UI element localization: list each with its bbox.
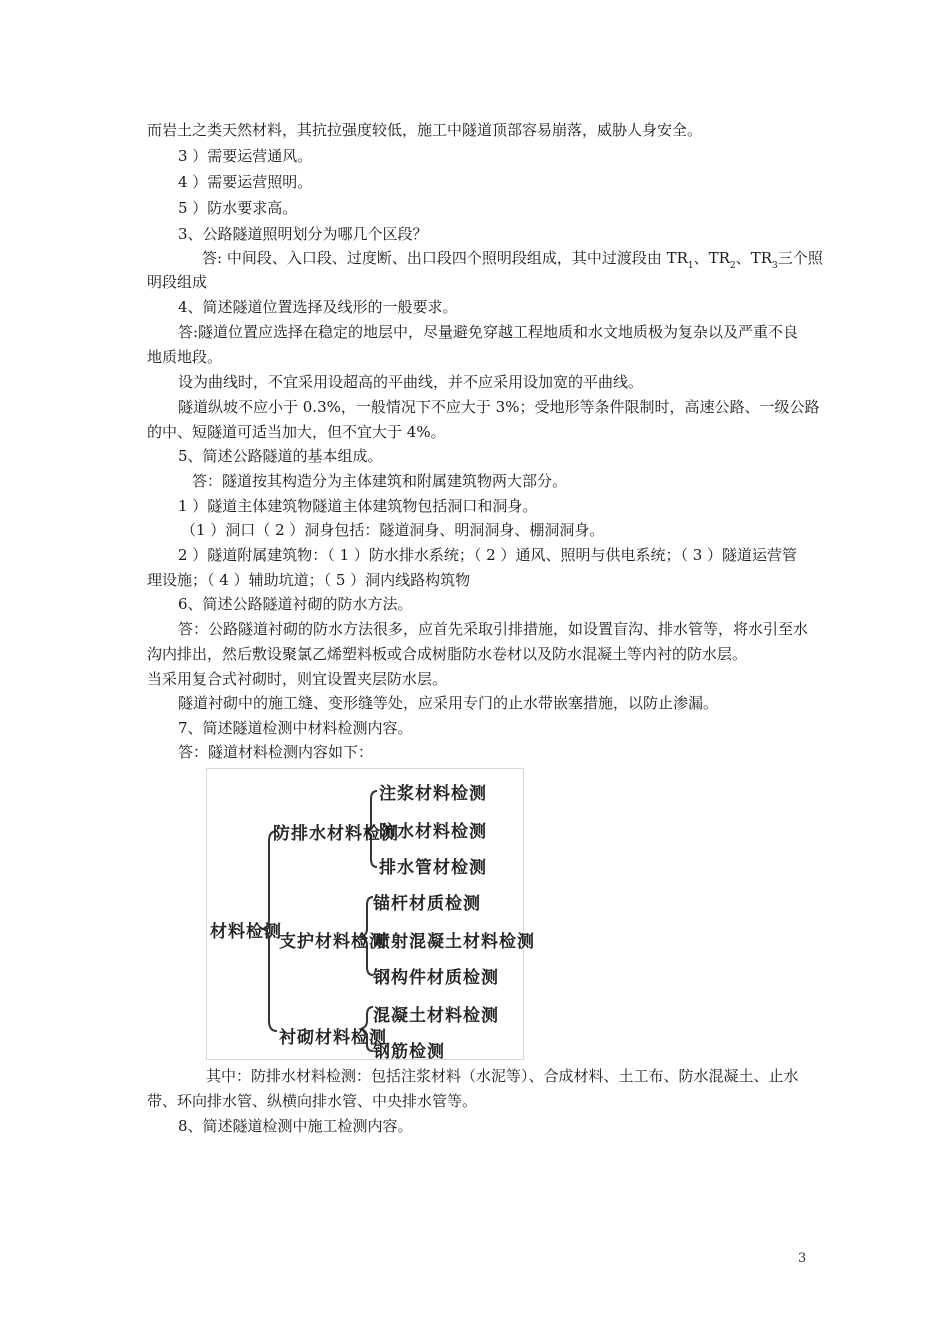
text-line: 其中：防排水材料检测：包括注浆材料（水泥等）、合成材料、土工布、防水混凝土、止水: [206, 1067, 799, 1085]
text-line: 2 ）隧道附属建筑物：（ 1 ）防水排水系统；（ 2 ）通风、照明与供电系统；（ 3 ）隧道运营管: [178, 546, 798, 564]
question-6: 6、简述公路隧道衬砌的防水方法。: [178, 595, 413, 613]
text-line: 5 ）防水要求高。: [178, 199, 298, 217]
text-line: 隧道纵坡不应小于 0.3%，一般情况下不应大于 3%；受地形等条件限制时，高速公路、一级公路: [178, 398, 820, 416]
item-label: 混凝土材料检测: [373, 1006, 499, 1026]
item-label: 钢筋检测: [373, 1042, 445, 1062]
subscript: 3: [772, 261, 778, 271]
group-label: 支护材料检测: [279, 932, 387, 952]
answer-7: 答：隧道材料检测内容如下：: [178, 743, 374, 761]
text-line: 当采用复合式衬砌时，则宜设置夹层防水层。: [147, 670, 448, 688]
question-8: 8、简述隧道检测中施工检测内容。: [178, 1117, 413, 1135]
question-3: 3、公路隧道照明划分为哪几个区段？: [178, 225, 428, 243]
question-4: 4、简述隧道位置选择及线形的一般要求。: [178, 298, 458, 316]
text-line: 的中、短隧道可适当加大，但不宜大于 4%。: [147, 423, 446, 441]
item-label: 注浆材料检测: [379, 784, 487, 804]
answer-3-text: 、TR: [693, 249, 730, 267]
answer-3-text: 三个照: [777, 249, 823, 267]
text-line: 4 ）需要运营照明。: [178, 173, 313, 191]
text-line: 地质地段。: [147, 348, 223, 366]
text-line: 带、环向排水管、纵横向排水管、中央排水管等。: [147, 1092, 478, 1110]
text-line: 而岩土之类天然材料，其抗拉强度较低，施工中隧道顶部容易崩落，威胁人身安全。: [147, 121, 703, 139]
answer-3-text: 答: 中间段、入口段、过度断、出口段四个照明段组成，其中过渡段由 TR: [202, 249, 688, 267]
answer-3-text: 、TR: [735, 249, 772, 267]
page-number: 3: [798, 1251, 807, 1266]
answer-3: [202, 248, 823, 271]
subscript: 2: [729, 261, 736, 271]
subscript: 1: [687, 261, 694, 271]
material-inspection-diagram: [206, 768, 535, 1062]
text-line: 明段组成: [147, 273, 208, 291]
group-label: 衬砌材料检测: [279, 1028, 387, 1048]
answer-6: 答：公路隧道衬砌的防水方法很多，应首先采取引排措施，如设置盲沟、排水管等，将水引至水: [178, 620, 809, 638]
text-line: 隧道衬砌中的施工缝、变形缝等处，应采用专门的止水带嵌塞措施，以防止渗漏。: [178, 694, 719, 712]
group-label: 防排水材料检测: [273, 824, 399, 844]
answer-5: 答：隧道按其构造分为主体建筑和附属建筑物两大部分。: [192, 472, 568, 490]
item-label: 喷射混凝土材料检测: [373, 932, 535, 952]
text-line: 设为曲线时，不宜采用设超高的平曲线，并不应采用设加宽的平曲线。: [178, 373, 644, 391]
answer-4: 答:隧道位置应选择在稳定的地层中，尽量避免穿越工程地质和水文地质极为复杂以及严重不良: [178, 323, 799, 341]
text-line: 1 ）隧道主体建筑物隧道主体建筑物包括洞口和洞身。: [178, 497, 538, 515]
item-label: 排水管材检测: [379, 858, 487, 878]
question-7: 7、简述隧道检测中材料检测内容。: [178, 719, 413, 737]
text-line: 3 ）需要运营通风。: [178, 147, 313, 165]
item-label: 钢构件材质检测: [373, 968, 499, 988]
text-line: （1 ）洞口（ 2 ）洞身包括：隧道洞身、明洞洞身、棚洞洞身。: [181, 521, 605, 539]
text-line: 沟内排出，然后敷设聚氯乙烯塑料板或合成树脂防水卷材以及防水混凝土等内衬的防水层。: [147, 645, 748, 663]
item-label: 锚杆材质检测: [373, 894, 481, 914]
text-line: 理设施；（ 4 ）辅助坑道；（ 5 ）洞内线路构筑物: [147, 571, 471, 589]
root-label: 材料检测: [210, 922, 282, 942]
question-5: 5、简述公路隧道的基本组成。: [178, 447, 383, 465]
item-label: 防水材料检测: [379, 822, 487, 842]
